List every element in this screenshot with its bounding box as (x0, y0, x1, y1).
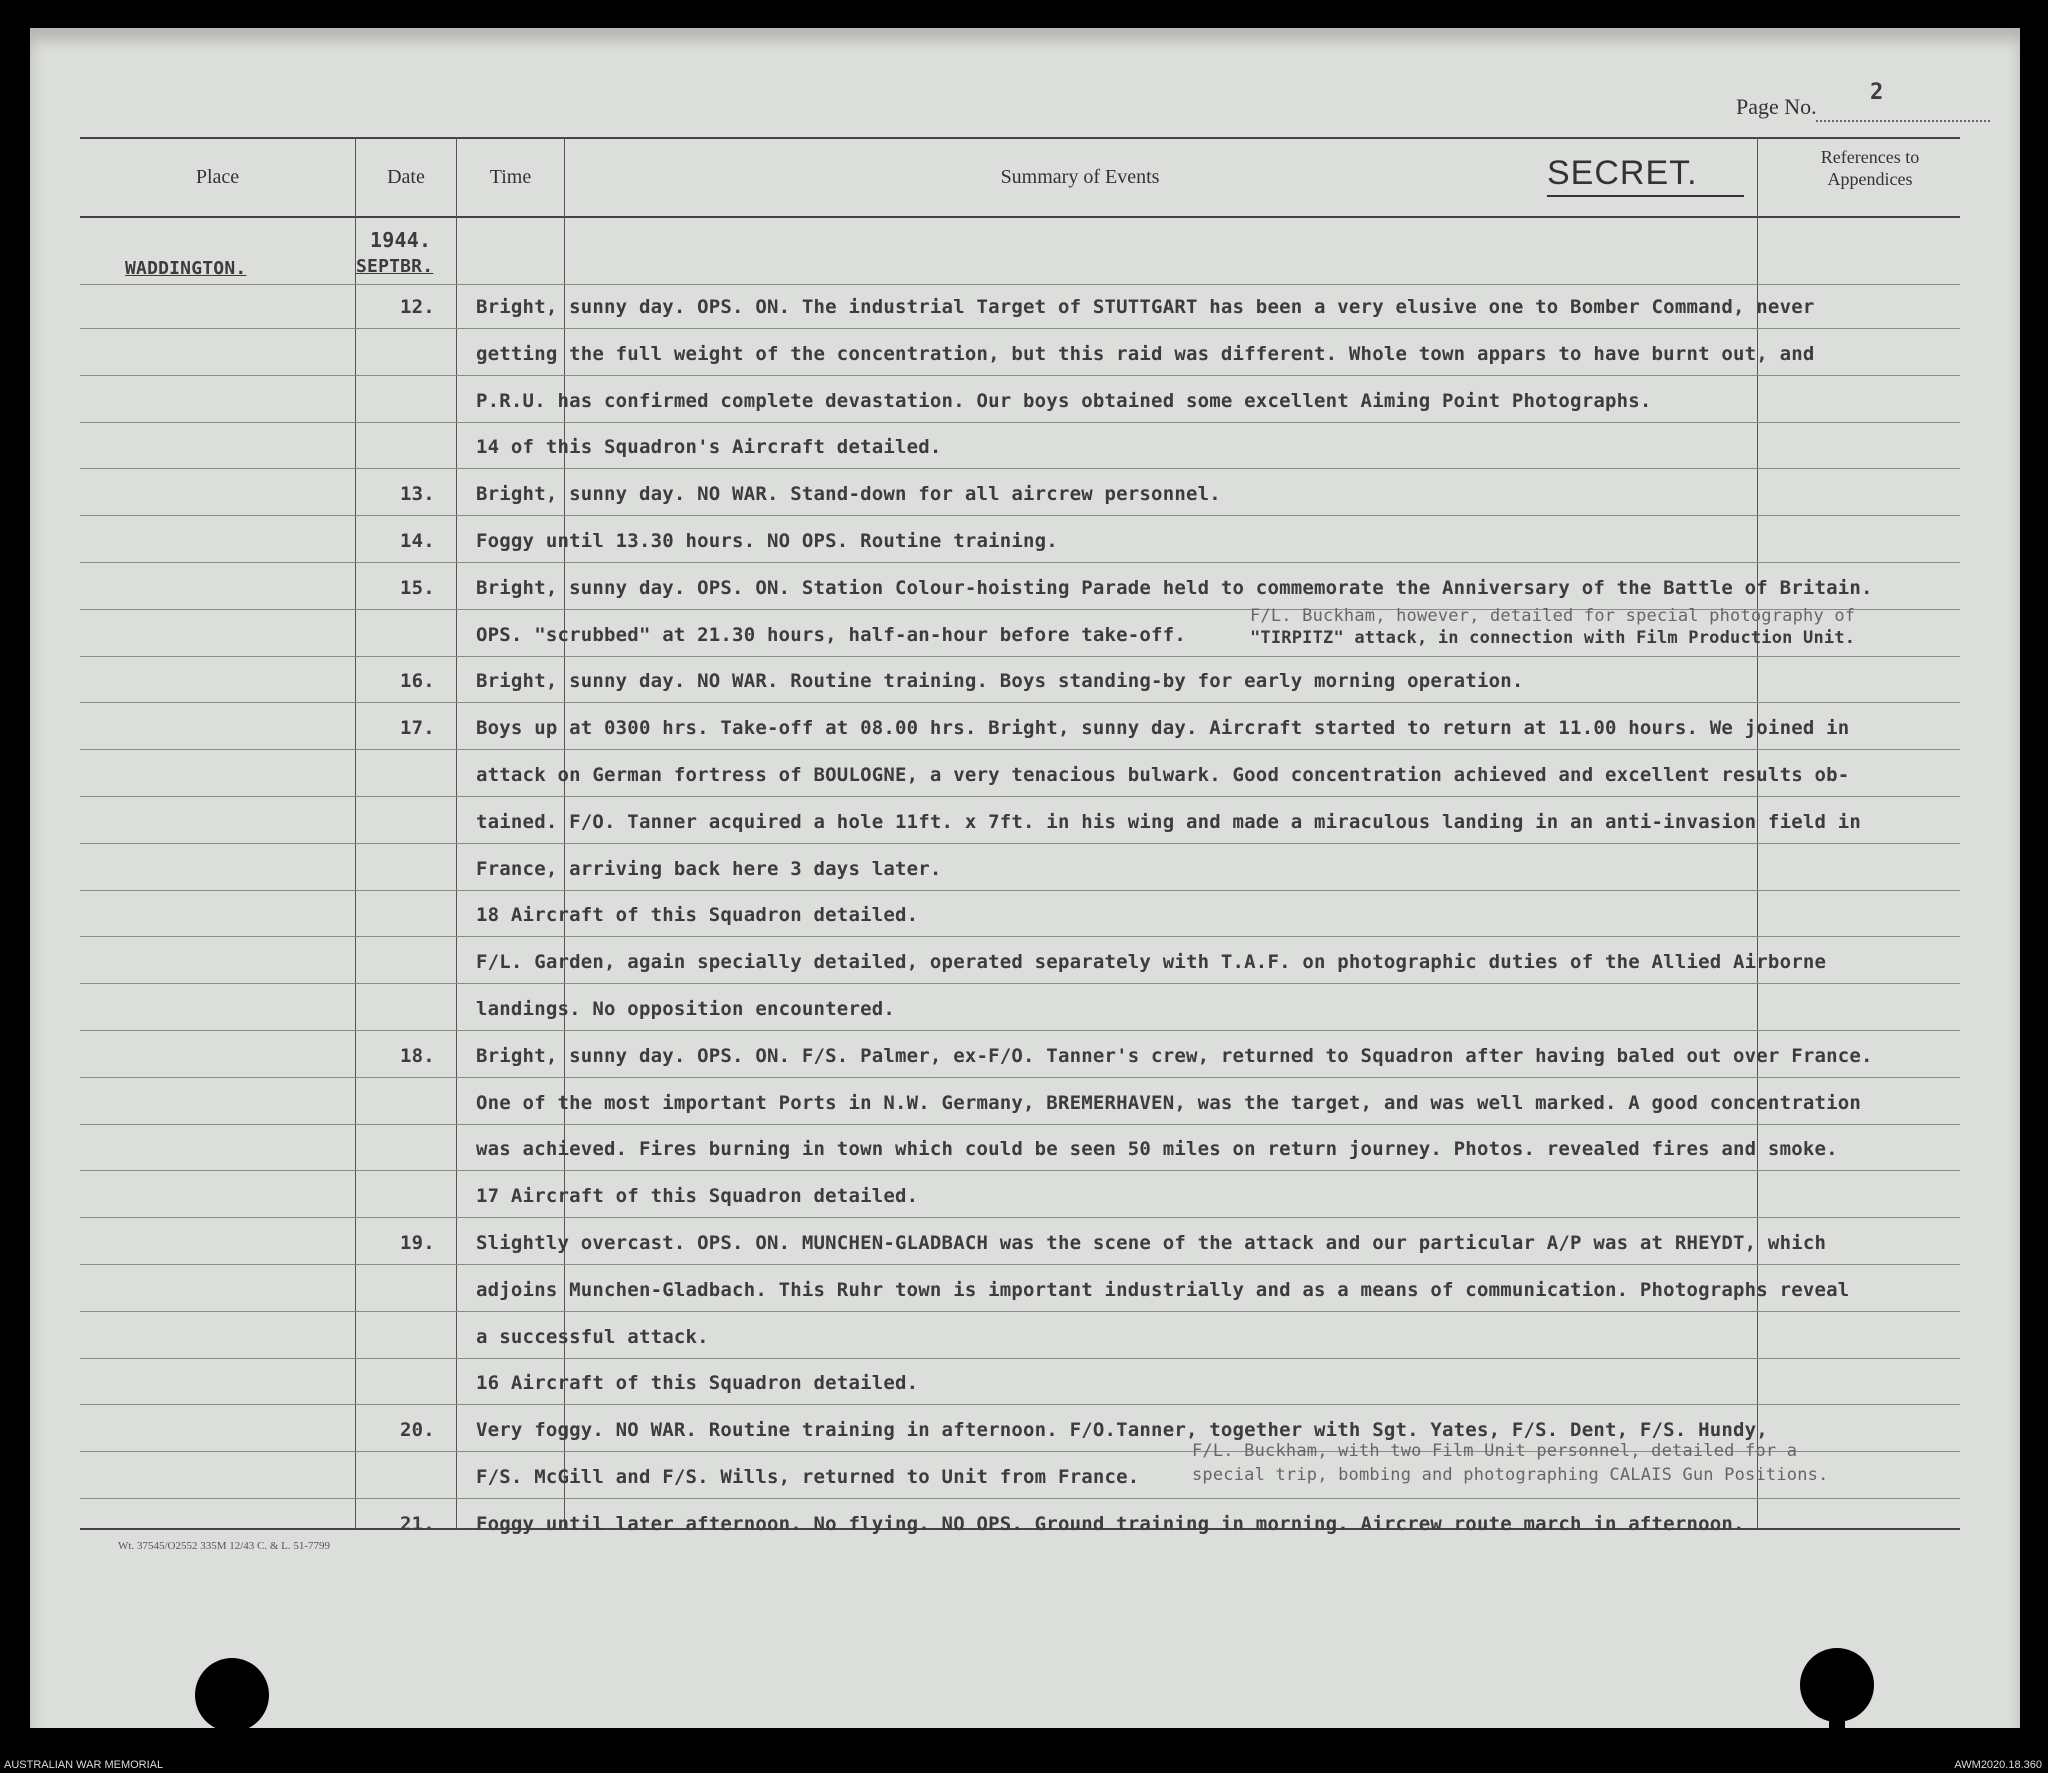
row-date: 21. (400, 1512, 435, 1535)
table-top-rule (80, 137, 1960, 139)
ruled-line (80, 1358, 1960, 1359)
col-divider-place (355, 137, 356, 1529)
row-summary-text: F/S. McGill and F/S. Wills, returned to Unit from France. (476, 1466, 1140, 1488)
form-code: Wt. 37545/O2552 335M 12/43 C. & L. 51-7799 (118, 1540, 331, 1552)
row-summary-text: Boys up at 0300 hrs. Take-off at 08.00 hrs. Bright, sunny day. Aircraft started to return at 11.00 hours. We joined in (476, 717, 1850, 740)
header-place: Place (195, 166, 240, 188)
ruled-line (80, 284, 1960, 285)
insertion-buckham-tirpitz-line1: F/L. Buckham, however, detailed for special photography of (1250, 606, 1856, 626)
row-summary-text: 18 Aircraft of this Squadron detailed. (476, 904, 919, 927)
row-summary-text: France, arriving back here 3 days later. (476, 857, 942, 880)
row-summary-text: adjoins Munchen-Gladbach. This Ruhr town is important industrially and as a means of communication. Photographs reveal (476, 1278, 1850, 1301)
row-summary-text: Bright, sunny day. OPS. ON. The industrial Target of STUTTGART has been a very elusive one to Bomber Command, never (476, 296, 1815, 318)
ruled-line (80, 422, 1960, 423)
insertion-buckham-calais-line2: special trip, bombing and photographing CALAIS Gun Positions. (1192, 1465, 1829, 1485)
row-summary-text: attack on German fortress of BOULOGNE, a very tenacious bulwark. Good concentration achieved and excellent results ob- (476, 764, 1850, 786)
row-summary-text: Foggy until later afternoon. No flying. NO OPS. Ground training in morning. Aircrew route march in afternoon. (476, 1512, 1745, 1535)
row-summary-text: OPS. "scrubbed" at 21.30 hours, half-an-hour before take-off. (476, 623, 1186, 646)
place-waddington: WADDINGTON. (125, 258, 247, 279)
row-summary-text: Bright, sunny day. OPS. ON. F/S. Palmer, ex-F/O. Tanner's crew, returned to Squadron after having baled out over France. (476, 1044, 1873, 1067)
row-summary-text: a successful attack. (476, 1325, 709, 1348)
ruled-line (80, 1498, 1960, 1499)
ruled-line (80, 843, 1960, 844)
page-number-line (1816, 120, 1990, 122)
ruled-line (80, 983, 1960, 984)
ruled-line (80, 328, 1960, 329)
row-summary-text: P.R.U. has confirmed complete devastation. Our boys obtained some excellent Aiming Point Photographs. (476, 389, 1652, 412)
page-number-label (1736, 94, 1817, 120)
row-summary-text: Very foggy. NO WAR. Routine training in afternoon. F/O.Tanner, together with Sgt. Yates, F/S. Dent, F/S. Hundy, (476, 1419, 1768, 1442)
ruled-line (80, 702, 1960, 703)
ruled-line (80, 1124, 1960, 1125)
ruled-line (80, 656, 1960, 657)
row-summary-text: Bright, sunny day. OPS. ON. Station Colour-hoisting Parade held to commemorate the Anniversary of the Battle of Britain. (476, 576, 1873, 599)
ruled-line (80, 796, 1960, 797)
row-date: 20. (400, 1419, 435, 1442)
punch-hole-right-tab (1829, 1688, 1845, 1748)
row-date: 13. (400, 483, 435, 506)
row-date: 15. (400, 576, 435, 599)
row-summary-text: One of the most important Ports in N.W. Germany, BREMERHAVEN, was the target, and was well marked. A good concentration (476, 1091, 1862, 1114)
row-date: 16. (400, 670, 435, 693)
row-date: 17. (400, 717, 435, 740)
ruled-line (80, 562, 1960, 563)
row-summary-text: Foggy until 13.30 hours. NO OPS. Routine training. (476, 530, 1058, 552)
ruled-line (80, 1030, 1960, 1031)
year-1944: 1944. (370, 228, 432, 252)
insertion-buckham-calais-line1: F/L. Buckham, with two Film Unit personnel, detailed for a (1192, 1441, 1798, 1461)
header-summary: Summary of Events (1000, 166, 1160, 188)
ruled-line (80, 890, 1960, 891)
ruled-line (80, 749, 1960, 750)
ruled-line (80, 1311, 1960, 1312)
ruled-line (80, 1404, 1960, 1405)
page-number-value: 2 (1870, 80, 1884, 105)
ruled-line (80, 1264, 1960, 1265)
row-date: 18. (400, 1044, 435, 1067)
table-header-rule (80, 216, 1960, 218)
ruled-line (80, 1077, 1960, 1078)
row-date: 12. (400, 296, 435, 318)
ruled-line (80, 1170, 1960, 1171)
month-sept: SEPTBR. (356, 256, 434, 277)
ruled-line (80, 936, 1960, 937)
row-summary-text: 17 Aircraft of this Squadron detailed. (476, 1185, 919, 1208)
row-summary-text: Bright, sunny day. NO WAR. Routine training. Boys standing-by for early morning operation. (476, 670, 1524, 693)
header-time: Time (489, 166, 532, 188)
ruled-line (80, 375, 1960, 376)
footer-institution: AUSTRALIAN WAR MEMORIAL (4, 1759, 164, 1771)
header-references: References to Appendices (1820, 147, 1920, 189)
row-date: 19. (400, 1232, 435, 1254)
row-summary-text: Bright, sunny day. NO WAR. Stand-down for all aircrew personnel. (476, 483, 1221, 506)
row-summary-text: F/L. Garden, again specially detailed, operated separately with T.A.F. on photographic duties of the Allied Airborne (476, 951, 1827, 974)
archive-footer (0, 1758, 2048, 1773)
ruled-line (80, 468, 1960, 469)
col-divider-date (456, 137, 457, 1529)
row-summary-text: was achieved. Fires burning in town which could be seen 50 miles on return journey. Photos. revealed fires and smoke. (476, 1138, 1838, 1161)
record-sheet (30, 28, 2020, 1728)
ruled-line (80, 515, 1960, 516)
row-summary-text: landings. No opposition encountered. (476, 998, 896, 1020)
row-summary-text: getting the full weight of the concentration, but this raid was different. Whole town appars to have burnt out, and (476, 342, 1815, 365)
header-date: Date (387, 166, 425, 188)
row-summary-text: tained. F/O. Tanner acquired a hole 11ft. x 7ft. in his wing and made a miraculous landing in an anti-invasion field in (476, 810, 1862, 833)
footer-accession: AWM2020.18.360 (1954, 1759, 2042, 1771)
secret-stamp: SECRET. (1547, 154, 1698, 192)
ruled-line (80, 1217, 1960, 1218)
row-summary-text: Slightly overcast. OPS. ON. MUNCHEN-GLADBACH was the scene of the attack and our particular A/P was at RHEYDT, which (476, 1232, 1827, 1254)
row-summary-text: 14 of this Squadron's Aircraft detailed. (476, 436, 942, 459)
row-date: 14. (400, 530, 435, 552)
row-summary-text: 16 Aircraft of this Squadron detailed. (476, 1372, 919, 1395)
punch-hole-left-tab (224, 1698, 240, 1758)
secret-underline (1547, 195, 1744, 197)
page-label-text: Page No. (1736, 94, 1817, 119)
insertion-buckham-tirpitz-line2: "TIRPITZ" attack, in connection with Film Production Unit. (1250, 628, 1856, 648)
